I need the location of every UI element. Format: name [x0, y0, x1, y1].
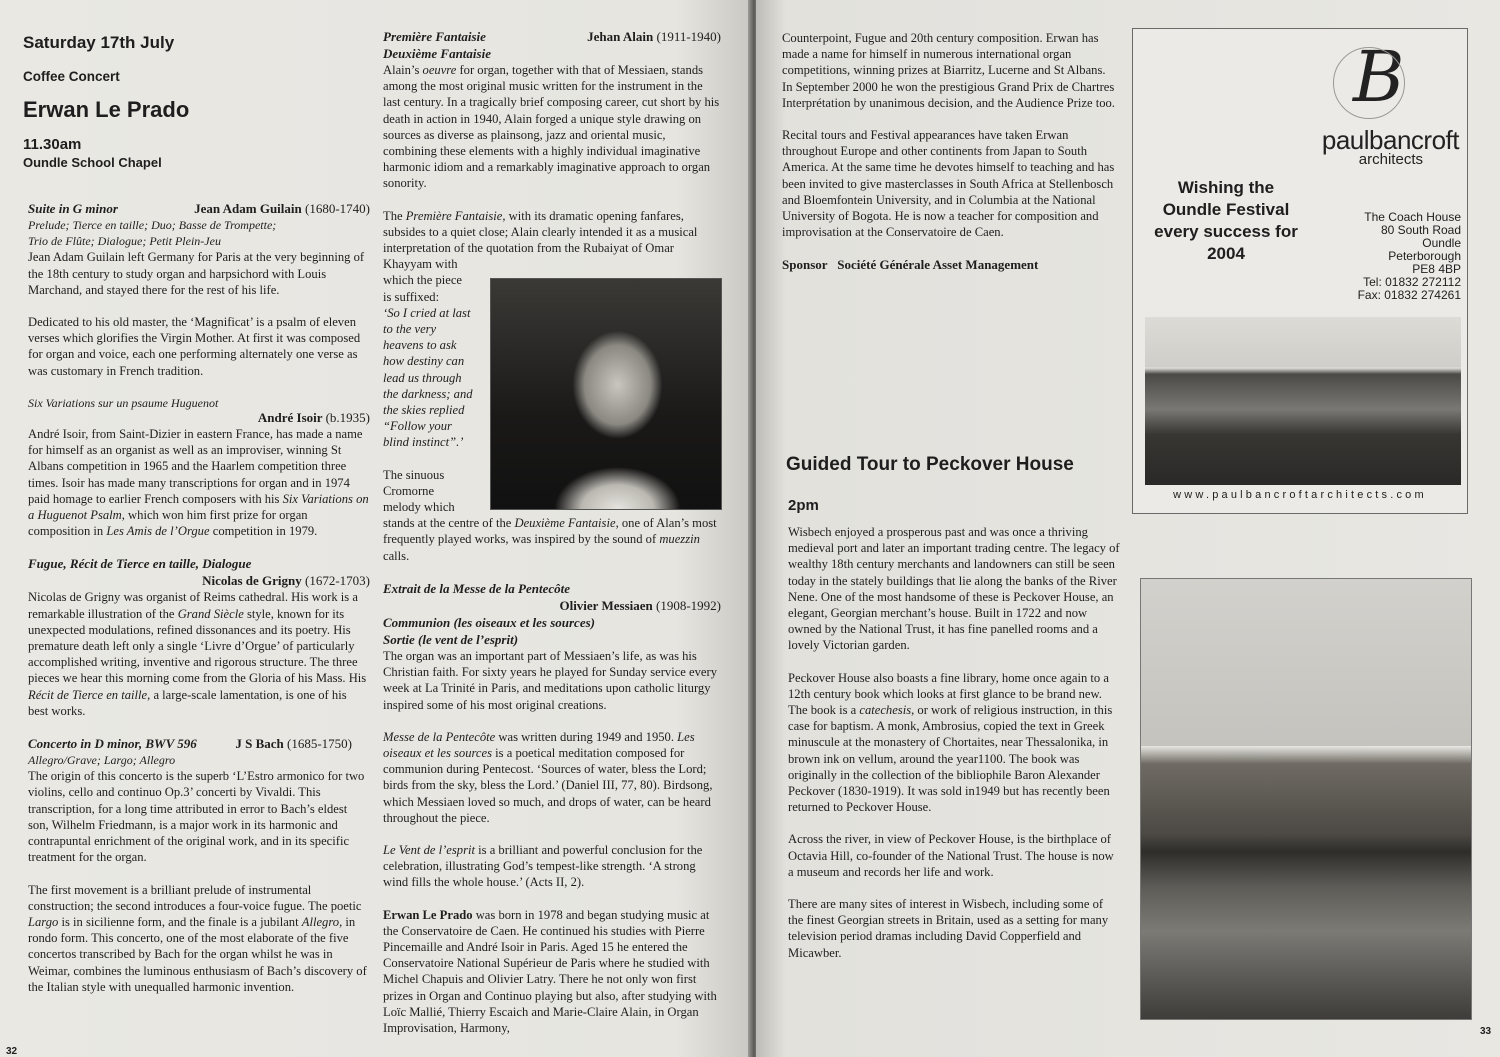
paragraph: The organ was an important part of Messiaen’s life, as was his Christian faith. For sixty years he played for Sunday service every week at La Trinité in Paris, and meditations upon catholic liturgy inspired some of his most original creations. [383, 648, 717, 712]
performer-name: Erwan Le Prado [23, 97, 190, 122]
paragraph: Nicolas de Grigny was organist of Reims cathedral. His work is a remarkable illustration of the Grand Siècle style, known for its unexpected modulations, refined dissonances and its poetry. His premature death left only a single ‘Livre d’Orgue’ of particularly accomplished writing, inventive and rigorous structure. The three pieces we hear this morning come from the Gloria of his Mass. His Récit de Tierce en taille, a large-scale lamentation, is one of his best works. [28, 590, 367, 718]
peckover-house-photo [1140, 578, 1472, 1020]
page-number: 32 [6, 1046, 18, 1057]
piece-title: Sortie (le vent de l’esprit) [383, 631, 519, 647]
brand-name: paulbancroft [1321, 125, 1459, 155]
paragraph: Peckover House also boasts a fine library, home once again to a 12th century book which looks at first glance to be brand new. The book is a catechesis, or work of religious instruction, in this case for baptism. A monk, Ambrosius, copied the text in Greek minuscule at the monastery of Chortaites, near Thessalonika, in brown ink on vellum, around the year1100. The book was originally in the collection of the bibliophile Baron Alexander Peckover (1830-1919). It was sold in1949 but has recently been returned to Peckover House. [788, 670, 1113, 815]
paragraph: Alain’s oeuvre for organ, together with that of Messiaen, stands among the most original music written for the instrument in the last century. In a tragically brief composing career, cut short by his death in action in 1940, Alain forged a unique style drawing on sources as diverse as plainsong, jazz and oriental music, combining these elements with a highly individual imaginative harmonic idiom and a remarkably imaginative approach to organ sonority. [383, 63, 720, 191]
left-column [28, 200, 370, 1011]
movements: Trio de Flûte; Dialogue; Petit Plein-Jeu [28, 234, 221, 249]
composer: Olivier Messiaen (1908-1992) [559, 597, 721, 613]
piece-title: Suite in G minor [28, 201, 118, 216]
paragraph: Jean Adam Guilain left Germany for Paris at the very beginning of the 18th century to study organ and harpsichord with Louis Marchand, and stayed there for the rest of his life. [28, 250, 365, 297]
movements: Prelude; Tierce en taille; Duo; Basse de Trompette; [28, 218, 277, 232]
paragraph: Across the river, in view of Peckover House, is the birthplace of Octavia Hill, co-founder of the National Trust. The house is now a museum and records her life and work. [788, 832, 1114, 879]
right-page [756, 0, 1500, 1057]
tour-text [788, 524, 1120, 977]
event-type: Coffee Concert [23, 69, 120, 84]
concert-venue: Oundle School Chapel [23, 155, 162, 170]
ad-tel: Tel: 01832 272112 [1363, 275, 1461, 289]
piece-title: Concerto in D minor, BWV 596 [28, 736, 197, 752]
paragraph: The Première Fantaisie, with its dramatic opening fanfares, subsides to a quiet close; Alain clearly intended it as a musical interpretation of the quotation from the Rubaiyat of Omar [383, 208, 698, 256]
piece-title: Six Variations sur un psaume Huguenot [28, 395, 219, 410]
wrapped-text: Khayyam with which the piece is suffixed: ‘So I cried at last to the very heavens to ask how destiny can lead us through the darkness; and the skies replied “Follow your blind instinct”.’ The sinuous Cromorne melody which [383, 256, 479, 515]
concert-time: 11.30am [23, 136, 82, 153]
paragraph: Counterpoint, Fugue and 20th century composition. Erwan has made a name for himself in numerous international organ competitions, winning prizes at Biarritz, Lucerne and St Albans. In September 2000 he won the prestigious Grand Prix de Chartres Interprétation by unanimous decision, and the Audience Prize too. [782, 31, 1115, 110]
composer: Nicolas de Grigny (1672-1703) [202, 573, 370, 589]
piece-title: Extrait de la Messe de la Pentecôte [383, 580, 571, 596]
composer: Jehan Alain (1911-1940) [587, 29, 721, 44]
paragraph: stands at the centre of the Deuxième Fantaisie, one of Alan’s most frequently played works, was inspired by the sound of muezzin calls. [383, 516, 717, 563]
logo-b-icon: B [1353, 36, 1405, 118]
architects-advert [1132, 28, 1468, 514]
paragraph: André Isoir, from Saint-Dizier in eastern France, has made a name for himself as an organist as well as an improviser, winning St Albans competition in 1965 and the Haarlem competition three times. Isoir has made many transcriptions for organ and in 1974 paid homage to earlier French composers with his Six Variations on a Huguenot Psalm, which won him first prize for organ composition in Les Amis de l’Orgue competition in 1979. [28, 427, 369, 539]
paragraph: The first movement is a brilliant prelude of instrumental construction; the second introduces a four-voice fugue. The poetic Largo is in sicilienne form, and the finale is a jubilant Allegro, in rondo form. This concerto, one of the most elaborate of the five concertos transcribed by Bach for the organ whilst he was in Weimar, combines the luminous enthusiasm of Bach’s discovery of the Italian style with unequalled harmonic invention. [28, 882, 367, 994]
piece-title: Deuxième Fantaisie [383, 46, 491, 61]
concert-header [23, 32, 363, 170]
middle-column [383, 28, 721, 1052]
paragraph: Le Vent de l’esprit is a brilliant and powerful conclusion for the celebration, illustrating God’s tempest-like strength. ‘A strong wind fills the whole house.’ (Acts II, 2). [383, 842, 703, 890]
movements: Allegro/Grave; Largo; Allegro [28, 753, 176, 768]
composer: Jean Adam Guilain (1680-1740) [194, 201, 370, 216]
paragraph: Dedicated to his old master, the ‘Magnificat’ is a psalm of eleven verses which glorifies the Virgin Mother. At first it was composed for organ and voice, each one performing alternately one verse as was customary in French tradition. [28, 315, 361, 378]
piece-title: Première Fantaisie [383, 29, 486, 44]
paragraph: Messe de la Pentecôte was written during 1949 and 1950. Les oiseaux et les sources is a poetical meditation composed for communion during Pentecost. ‘Sources of water, bless the Lord; birds from the sky, bless the Lord.’ (Daniel III, 77, 80). Birdsong, which Messiaen loved so much, and drops of water, can be heard throughout the piece. [383, 729, 713, 825]
composer: J S Bach (1685-1750) [235, 736, 352, 752]
biography: Erwan Le Prado was born in 1978 and began studying music at the Conservatoire de Caen. He continued his studies with Pierre Pincemaille and André Isoir in Paris. Aged 15 he entered the Conservatoire National Supérieur de Paris where he studied with Michel Chapuis and Olivier Latry. There he not only won first prizes in Organ and Continuo playing but also, after studying with Loïc Mallié, Thierry Escaich and Marie-Claire Alain, in Organ Improvisation, Harmony, [383, 907, 717, 1035]
paragraph: The origin of this concerto is the superb ‘L’Estro armonico for two violins, cello and continuo Op.3’ concerti by Vivaldi. This transcription, for a long time attributed in error to Bach’s eldest son, Wilhelm Friedmann, is a major work in its harmonic and contrapuntal enrichment of the original work, and in its specific treatment for the organ. [28, 769, 365, 865]
tour-title: Guided Tour to Peckover House [786, 454, 1074, 475]
sponsor-line: Sponsor Société Générale Asset Management [782, 257, 1039, 273]
quote: ‘So I cried at last to the very heavens to ask how destiny can lead us through the darkness; and the skies replied “Follow your blind instinct”.’ [383, 305, 473, 450]
composer: André Isoir (b.1935) [257, 410, 370, 426]
page-number: 33 [1480, 1026, 1492, 1037]
performer-portrait-photo [490, 278, 722, 510]
piece-heading [28, 735, 370, 752]
ad-website-link[interactable]: www.paulbancroftarchitects.com [1173, 489, 1427, 501]
paragraph: Recital tours and Festival appearances have taken Erwan throughout Europe and other continents from Japan to South America. At the same time he devotes himself to teaching and has been invited to give masterclasses in South Africa at Stellenbosch and Bloemfontein University, and in Columbia at the National University of Bogota. He is now a teacher for composition and improvisation at the Conservatoire de Caen. [782, 128, 1115, 240]
paragraph: Wisbech enjoyed a prosperous past and was once a thriving medieval port and later an important trading centre. The legacy of wealthy 18th century merchants and landowners can still be seen today in the stately buildings that lie along the banks of the River Nene. One of the most handsome of these is Peckover House, an elegant, Georgian merchant’s house. Built in 1722 and now owned by the National Trust, it has fine panelled rooms and a lovely Victorian garden. [788, 525, 1120, 653]
logo-circle-icon [1333, 47, 1405, 119]
bio-continued [782, 30, 1116, 273]
piece-heading [383, 28, 721, 45]
paragraph: There are many sites of interest in Wisbech, including some of the finest Georgian streets in Britain, used as a setting for many television period dramas including David Copperfield and Micawber. [788, 897, 1109, 960]
piece-heading [28, 200, 370, 217]
concert-date: Saturday 17th July [23, 33, 175, 52]
tour-time: 2pm [788, 497, 819, 514]
ad-address: The Coach House 80 South Road Oundle Peterborough PE8 4BP Tel: 01832 272112 Fax: 01832 274261 [1357, 210, 1461, 302]
mill-building-photo [1145, 317, 1461, 485]
piece-title: Communion (les oiseaux et les sources) [383, 614, 595, 630]
brand-sub: architects [1358, 151, 1423, 168]
ad-message: Wishing the Oundle Festival every success for 2004 [1154, 178, 1298, 263]
ad-fax: Fax: 01832 274261 [1357, 288, 1461, 302]
piece-title: Fugue, Récit de Tierce en taille, Dialogue [28, 556, 252, 572]
